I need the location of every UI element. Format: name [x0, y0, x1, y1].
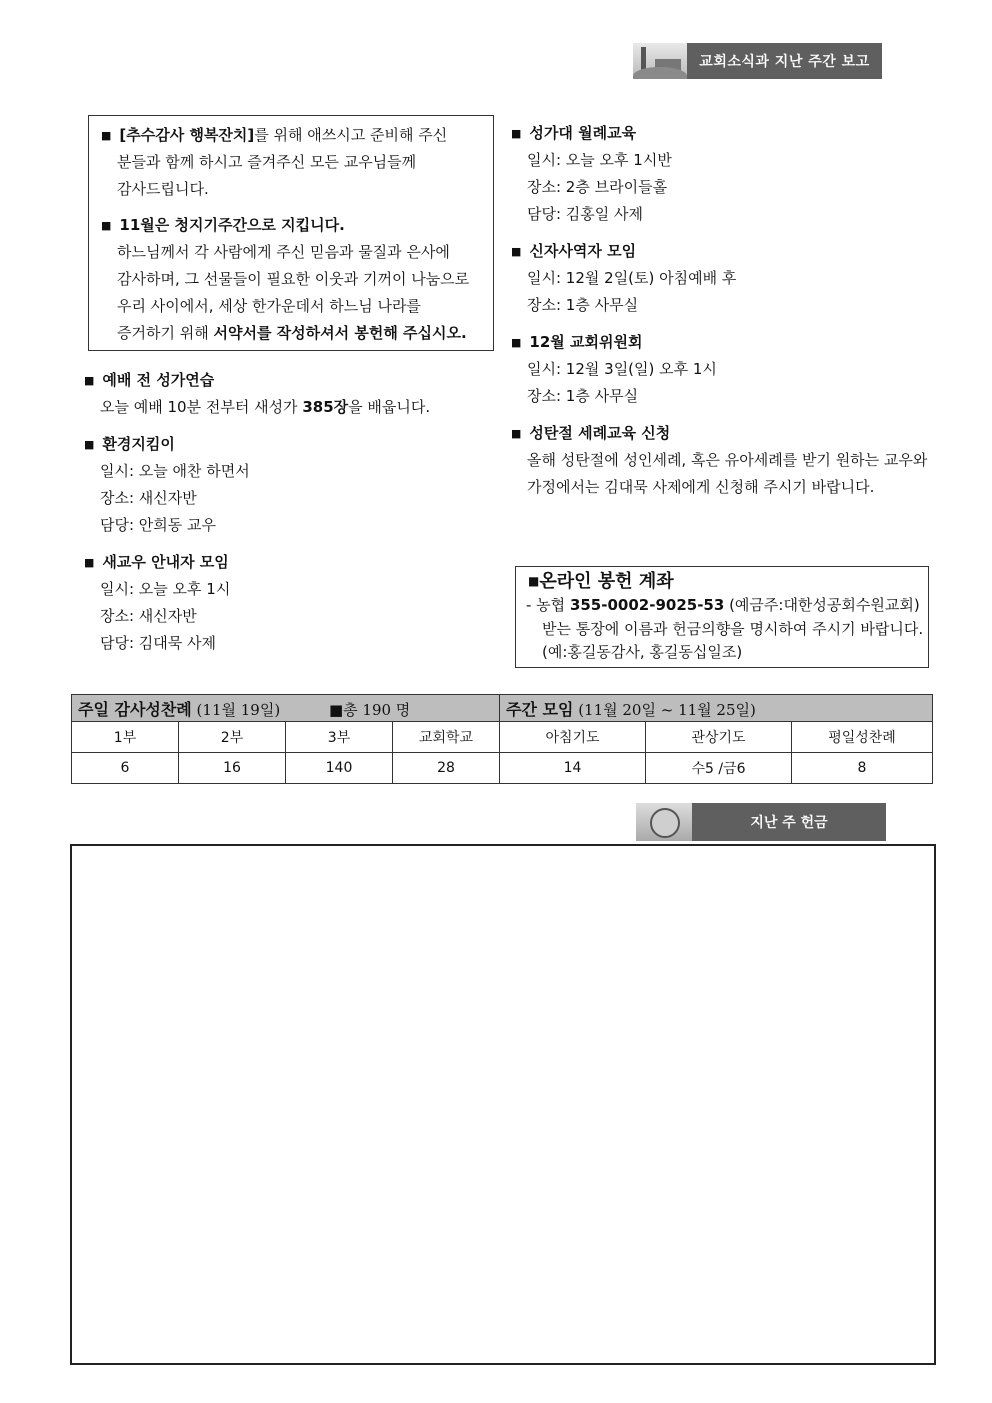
choir-practice-notice: ■ 예배 전 성가연습 오늘 예배 10분 전부터 새성가 385장을 배웁니다.	[84, 371, 431, 416]
environment-notice: ■ 환경지킴이 일시: 오늘 애찬 하면서 장소: 새신자반 담당: 안희동 교우	[84, 435, 250, 534]
bullet-icon: ■	[511, 336, 522, 349]
lay-minister-notice: ■ 신자사역자 모임 일시: 12월 2일(토) 아침예배 후 장소: 1층 사무실	[511, 242, 737, 314]
thanks-notice: ■ [추수감사 행복잔치]를 위해 애쓰시고 준비해 주신 분들과 함께 하시고 즐겨주신 모든 교우님들께 감사드립니다.	[101, 126, 448, 198]
section-title: 교회소식과 지난 주간 보고	[687, 43, 882, 79]
column-header: 관상기도	[646, 722, 792, 753]
offering-title: 지난 주 헌금	[692, 803, 886, 841]
bullet-icon: ■	[84, 374, 95, 387]
table-cell: 14	[500, 753, 646, 784]
account-number-line: - 농협 355-0002-9025-53 (예금주:대한성공회수원교회)	[526, 596, 920, 614]
bullet-icon: ■	[84, 438, 95, 451]
offering-header	[636, 803, 886, 841]
table-cell: 16	[179, 753, 286, 784]
council-notice: ■ 12월 교회위원회 일시: 12월 3일(일) 오후 1시 장소: 1층 사무실	[511, 333, 717, 405]
column-header: 2부	[179, 722, 286, 753]
attendance-table	[71, 694, 933, 784]
stewardship-notice: ■ 11월은 청지기주간으로 지킵니다. 하느님께서 각 사람에게 주신 믿음과 물질과 은사에 감사하며, 그 선물들이 필요한 이웃과 기꺼이 나눔으로 우리 사이에서, 세상 한가운데서 하느님 나라를 증거하기 위해 서약서를 작성하셔서 봉헌해 주십시오.	[101, 216, 470, 342]
seal-image	[636, 803, 692, 841]
offering-box	[70, 844, 936, 1365]
column-header: 평일성찬례	[792, 722, 933, 753]
table-cell: 28	[393, 753, 500, 784]
sunday-header: 주일 감사성찬례 (11월 19일) ■총 190 명	[72, 695, 500, 722]
online-account-box: ■온라인 봉헌 계좌 - 농협 355-0002-9025-53 (예금주:대한성공회수원교회) 받는 통장에 이름과 헌금의향을 명시하여 주시기 바랍니다. (예:홍길동감사, 홍길동십일조)	[515, 566, 929, 668]
bullet-icon: ■	[511, 245, 522, 258]
bullet-icon: ■	[101, 219, 112, 232]
table-cell: 140	[286, 753, 393, 784]
church-tower-image	[633, 43, 687, 79]
bullet-icon: ■	[511, 427, 522, 440]
notice-box	[88, 115, 494, 351]
bullet-icon: ■	[511, 127, 522, 140]
table-cell: 8	[792, 753, 933, 784]
bullet-icon: ■	[101, 129, 112, 142]
newcomer-notice: ■ 새교우 안내자 모임 일시: 오늘 오후 1시 장소: 새신자반 담당: 김대묵 사제	[84, 553, 231, 652]
table-cell: 6	[72, 753, 179, 784]
column-header: 아침기도	[500, 722, 646, 753]
baptism-notice: ■ 성탄절 세례교육 신청 올해 성탄절에 성인세례, 혹은 유아세례를 받기 원하는 교우와 가정에서는 김대묵 사제에게 신청해 주시기 바랍니다.	[511, 424, 928, 496]
table-header-row	[72, 722, 933, 753]
column-header: 교회학교	[393, 722, 500, 753]
account-number: 355-0002-9025-53	[569, 596, 725, 614]
table-cell: 수5 /금6	[646, 753, 792, 784]
account-title: ■온라인 봉헌 계좌	[528, 571, 674, 592]
bullet-icon: ■	[528, 574, 540, 588]
section-header	[633, 43, 882, 79]
total-count: ■총 190 명	[328, 700, 411, 719]
table-row	[72, 753, 933, 784]
choir-edu-notice: ■ 성가대 월례교육 일시: 오늘 오후 1시반 장소: 2층 브라이들홀 담당: 김홍일 사제	[511, 124, 672, 223]
bullet-icon: ■	[84, 556, 95, 569]
column-header: 1부	[72, 722, 179, 753]
column-header: 3부	[286, 722, 393, 753]
weekly-header: 주간 모임 (11월 20일 ~ 11월 25일)	[500, 695, 933, 722]
